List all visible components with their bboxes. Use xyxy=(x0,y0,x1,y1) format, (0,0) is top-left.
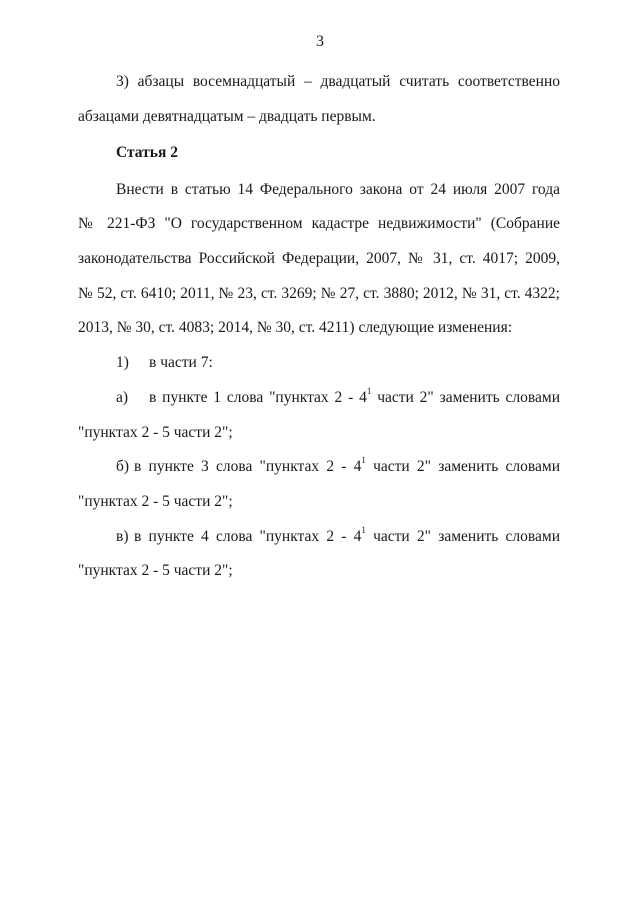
article-heading: Статья 2 xyxy=(116,144,178,161)
subitem-b-prefix: б) xyxy=(116,458,130,475)
subitem-c-text-after: части 2" заменить словами xyxy=(365,528,560,545)
item-1-text: в части 7: xyxy=(149,354,213,371)
superscript: 1 xyxy=(361,524,366,535)
paragraph-3-line-2: абзацами девятнадцатым – двадцать первым. xyxy=(78,108,376,125)
subitem-c-prefix: в) xyxy=(116,528,129,545)
intro-line-4: № 52, ст. 6410; 2011, № 23, ст. 3269; № 27, ст. 3880; 2012, № 31, ст. 4322; xyxy=(78,285,560,302)
superscript: 1 xyxy=(361,454,366,465)
intro-line-2: № 221-ФЗ "О государственном кадастре недвижимости" (Собрание xyxy=(78,215,560,232)
paragraph-3-line-1: 3) абзацы восемнадцатый – двадцатый считать соответственно xyxy=(116,73,560,90)
superscript: 1 xyxy=(366,385,372,396)
subitem-c-line-2: "пунктах 2 - 5 части 2"; xyxy=(78,562,233,579)
intro-line-1: Внести в статью 14 Федерального закона от 24 июля 2007 года xyxy=(116,181,560,198)
page-number: 3 xyxy=(316,33,324,50)
subitem-c-text-before: в пункте 4 слова "пунктах 2 - 4 xyxy=(134,528,362,545)
subitem-b-text-before: в пункте 3 слова "пунктах 2 - 4 xyxy=(134,458,362,475)
subitem-c-line-1 xyxy=(134,524,560,547)
subitem-b-line-1 xyxy=(134,454,560,477)
subitem-a-prefix: а) xyxy=(116,389,129,406)
subitem-b-text-after: части 2" заменить словами xyxy=(365,458,560,475)
subitem-b-line-2: "пунктах 2 - 5 части 2"; xyxy=(78,493,233,510)
intro-line-5: 2013, № 30, ст. 4083; 2014, № 30, ст. 4211) следующие изменения: xyxy=(78,319,513,336)
subitem-a-line-1 xyxy=(149,385,560,408)
subitem-a-text-before: в пункте 1 слова "пунктах 2 - 4 xyxy=(149,389,367,406)
subitem-a-line-2: "пунктах 2 - 5 части 2"; xyxy=(78,424,233,441)
item-1-number: 1) xyxy=(116,354,129,371)
subitem-a-text-after: части 2" заменить словами xyxy=(371,389,560,406)
intro-line-3: законодательства Российской Федерации, 2007, № 31, ст. 4017; 2009, xyxy=(78,250,560,267)
